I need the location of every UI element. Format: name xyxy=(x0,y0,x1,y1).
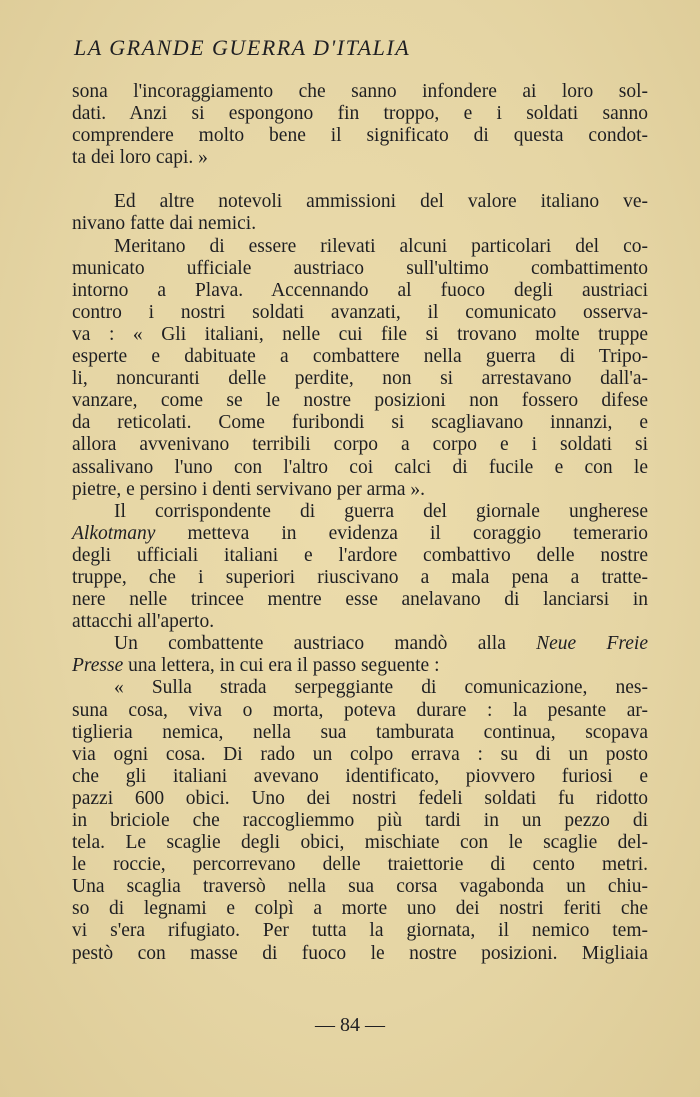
paragraph-gap xyxy=(72,169,648,191)
text-line: che gli italiani avevano identificato, piovvero furiosi e xyxy=(72,765,648,787)
text-line: pietre, e persino i denti servivano per arma ». xyxy=(72,478,426,500)
text-line: Una scaglia traversò nella sua corsa vagabonda un chiu- xyxy=(72,876,648,898)
text-line: so di legnami e colpì a morte uno dei nostri feriti che xyxy=(72,898,648,920)
text-line xyxy=(72,655,648,677)
text-line: intorno a Plava. Accennando al fuoco degli austriaci xyxy=(72,279,648,301)
newspaper-title: Alkotmany xyxy=(72,522,156,544)
text-line: municato ufficiale austriaco sull'ultimo combattimento xyxy=(72,257,648,279)
text-line: li, noncuranti delle perdite, non si arrestavano dall'a- xyxy=(72,368,648,390)
text-line: nere nelle trincee mentre esse anelavano di lanciarsi in xyxy=(72,589,648,611)
text-line: pazzi 600 obici. Uno dei nostri fedeli soldati fu ridotto xyxy=(72,787,648,809)
text-line: da reticolati. Come furibondi si scagliavano innanzi, e xyxy=(72,412,648,434)
text-line: in briciole che raccogliemmo più tardi in un pezzo di xyxy=(72,810,648,831)
text-line: contro i nostri soldati avanzati, il comunicato osserva- xyxy=(72,301,648,323)
paragraph xyxy=(72,633,648,677)
text-line: Il corrispondente di guerra del giornale ungherese xyxy=(114,500,648,522)
text-line: vanzare, come se le nostre posizioni non fossero difese xyxy=(72,390,648,412)
newspaper-title: Neue Freie xyxy=(536,633,648,655)
paragraph xyxy=(72,191,648,235)
text-line: va : « Gli italiani, nelle cui file si trovano molte truppe xyxy=(72,323,648,345)
text-line xyxy=(72,633,648,655)
newspaper-title: Presse xyxy=(72,655,124,677)
text-fragment: metteva in evidenza il coraggio temerario xyxy=(155,522,648,544)
text-line: Meritano di essere rilevati alcuni particolari del co- xyxy=(114,235,648,257)
body-text xyxy=(72,81,648,965)
page-number: — 84 — xyxy=(315,1014,385,1036)
text-line: Ed altre notevoli ammissioni del valore italiano ve- xyxy=(114,191,648,213)
text-line: suna cosa, viva o morta, poteva durare : la pesante ar- xyxy=(72,699,648,721)
text-line: tela. Le scaglie degli obici, mischiate con le scaglie del- xyxy=(72,832,648,854)
text-line: truppe, che i superiori riuscivano a mala pena a tratte- xyxy=(72,566,648,588)
text-line: assalivano l'uno con l'altro coi calci di fucile e con le xyxy=(72,456,648,478)
text-line xyxy=(72,523,648,545)
text-line: « Sulla strada serpeggiante di comunicazione, nes- xyxy=(114,677,648,699)
text-line: tiglieria nemica, nella sua tamburata continua, scopava xyxy=(72,721,648,743)
text-fragment: Un combattente austriaco mandò alla xyxy=(114,633,537,655)
text-line: comprendere molto bene il significato di questa condot- xyxy=(72,125,648,147)
paragraph xyxy=(72,501,648,634)
paragraph xyxy=(72,236,648,501)
text-fragment: una lettera, in cui era il passo seguente : xyxy=(123,655,440,677)
text-line: via ogni cosa. Di rado un colpo errava : su di un posto xyxy=(72,743,648,765)
text-line: pestò con masse di fuoco le nostre posizioni. Migliaia xyxy=(72,942,648,964)
text-line: attacchi all'aperto. xyxy=(72,611,215,633)
text-line: esperte e dabituate a combattere nella guerra di Tripo- xyxy=(72,346,648,368)
text-line: vi s'era rifugiato. Per tutta la giornata, il nemico tem- xyxy=(72,920,648,942)
paragraph xyxy=(72,677,648,964)
text-line: nivano fatte dai nemici. xyxy=(72,213,257,235)
text-line: ta dei loro capi. » xyxy=(72,147,208,169)
text-line: sona l'incoraggiamento che sanno infondere ai loro sol- xyxy=(72,81,648,102)
text-line: degli ufficiali italiani e l'ardore combattivo delle nostre xyxy=(72,544,648,566)
running-head: LA GRANDE GUERRA D'ITALIA xyxy=(74,35,411,60)
text-line: le roccie, percorrevano delle traiettorie di cento metri. xyxy=(72,854,648,876)
text-line: dati. Anzi si espongono fin troppo, e i soldati sanno xyxy=(72,103,648,125)
paragraph xyxy=(72,81,648,169)
text-line: allora avvenivano terribili corpo a corpo e i soldati si xyxy=(72,434,648,456)
